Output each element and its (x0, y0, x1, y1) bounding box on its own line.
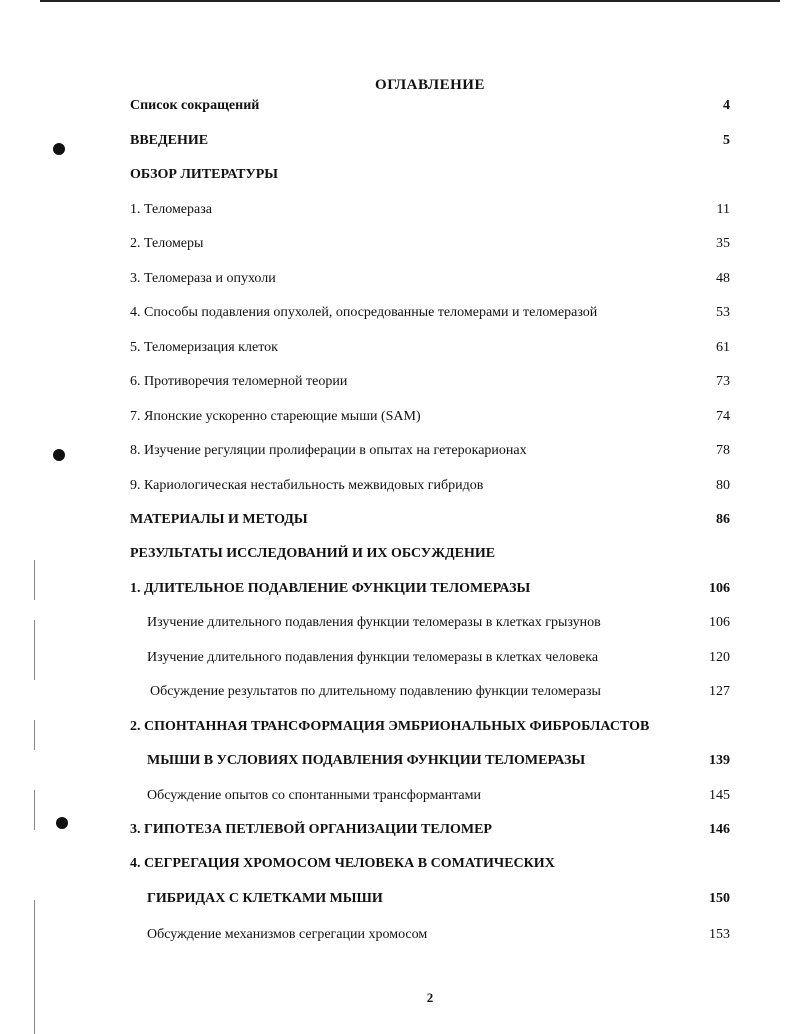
toc-entry-text: МАТЕРИАЛЫ И МЕТОДЫ (130, 512, 308, 527)
toc-entry-page: 150 (709, 891, 730, 906)
toc-entry[interactable] (130, 441, 730, 461)
toc-entry-text: Список сокращений (130, 98, 260, 113)
toc-subentry[interactable] (150, 682, 730, 702)
toc-subentry[interactable] (147, 648, 730, 668)
toc-entry-page: 145 (709, 788, 730, 803)
toc-entry-continuation[interactable] (147, 889, 730, 909)
page-number: 2 (426, 990, 434, 1005)
toc-entry-page: 11 (716, 202, 730, 217)
toc-entry-text: 7. Японские ускоренно стареющие мыши (SAM) (130, 409, 421, 424)
punch-hole (53, 143, 65, 155)
toc-entry[interactable] (130, 269, 730, 289)
toc-section-heading (130, 165, 730, 185)
scan-top-border (40, 0, 780, 2)
toc-entry-page: 80 (716, 478, 730, 493)
toc-entry-page: 78 (716, 443, 730, 458)
toc-entry-text: Изучение длительного подавления функции теломеразы в клетках грызунов (147, 615, 601, 630)
toc-entry[interactable] (130, 200, 730, 220)
toc-entry[interactable] (130, 579, 730, 599)
toc-entry-page: 73 (716, 374, 730, 389)
toc-entry-page: 86 (716, 512, 730, 527)
scan-margin-mark (34, 900, 35, 1034)
toc-entry[interactable] (130, 407, 730, 427)
toc-entry-text: 9. Кариологическая нестабильность межвидовых гибридов (130, 478, 484, 493)
toc-entry-page: 4 (723, 98, 730, 113)
toc-entry[interactable] (130, 338, 730, 358)
toc-entry-page: 146 (709, 822, 730, 837)
toc-entry[interactable] (130, 510, 730, 530)
toc-entry-text: Изучение длительного подавления функции теломеразы в клетках человека (147, 650, 599, 665)
scan-margin-mark (34, 790, 35, 830)
toc-entry-page: 120 (709, 650, 730, 665)
toc-entry-text: 6. Противоречия теломерной теории (130, 374, 348, 389)
toc-entry[interactable] (130, 303, 730, 323)
toc-entry-page: 153 (709, 927, 730, 942)
toc-entry[interactable] (130, 234, 730, 254)
toc-entry-page: 48 (716, 271, 730, 286)
toc-subentry[interactable] (147, 925, 730, 945)
toc-entry-text: ОБЗОР ЛИТЕРАТУРЫ (130, 167, 279, 182)
toc-entry-page: 74 (716, 409, 730, 424)
toc-subentry[interactable] (147, 786, 730, 806)
toc-entry[interactable] (130, 96, 730, 116)
toc-entry-page: 61 (716, 340, 730, 355)
toc-entry-text: 2. СПОНТАННАЯ ТРАНСФОРМАЦИЯ ЭМБРИОНАЛЬНЫХ ФИБРОБЛАСТОВ (130, 719, 650, 734)
toc-entry-text: 3. ГИПОТЕЗА ПЕТЛЕВОЙ ОРГАНИЗАЦИИ ТЕЛОМЕР (130, 822, 492, 837)
toc-entry-page: 106 (709, 615, 730, 630)
toc-entry-text: Обсуждение опытов со спонтанными трансформантами (147, 788, 481, 803)
toc-entry-text: 8. Изучение регуляции пролиферации в опытах на гетерокарионах (130, 443, 527, 458)
punch-hole (53, 449, 65, 461)
toc-entry-text: РЕЗУЛЬТАТЫ ИССЛЕДОВАНИЙ И ИХ ОБСУЖДЕНИЕ (130, 546, 496, 561)
toc-entry[interactable] (130, 717, 730, 737)
toc-entry[interactable] (130, 131, 730, 151)
toc-entry-page: 5 (723, 133, 730, 148)
toc-title: ОГЛАВЛЕНИЕ (375, 77, 485, 93)
toc-subentry[interactable] (147, 613, 730, 633)
toc-entry-text: Обсуждение механизмов сегрегации хромосом (147, 927, 428, 942)
punch-hole (56, 817, 68, 829)
scan-margin-mark (34, 620, 35, 680)
toc-entry-page: 106 (709, 581, 730, 596)
toc-entry-text: 4. СЕГРЕГАЦИЯ ХРОМОСОМ ЧЕЛОВЕКА В СОМАТИЧЕСКИХ (130, 856, 555, 871)
scan-margin-mark (34, 720, 35, 750)
toc-section-heading (130, 544, 730, 564)
toc-entry[interactable] (130, 854, 730, 874)
toc-entry-page: 35 (716, 236, 730, 251)
toc-entry[interactable] (130, 372, 730, 392)
toc-entry-text: 1. Теломераза (130, 202, 212, 217)
toc-entry-text: Обсуждение результатов по длительному подавлению функции теломеразы (150, 684, 601, 699)
toc-entry-text: ГИБРИДАХ С КЛЕТКАМИ МЫШИ (147, 891, 383, 906)
toc-entry-text: ВВЕДЕНИЕ (130, 133, 209, 148)
toc-entry[interactable] (130, 476, 730, 496)
toc-entry-page: 127 (709, 684, 730, 699)
toc-entry-text: 4. Способы подавления опухолей, опосредованные теломерами и теломеразой (130, 305, 598, 320)
toc-entry-text: 3. Теломераза и опухоли (130, 271, 276, 286)
toc-entry-text: МЫШИ В УСЛОВИЯХ ПОДАВЛЕНИЯ ФУНКЦИИ ТЕЛОМЕРАЗЫ (147, 753, 586, 768)
toc-entry[interactable] (130, 820, 730, 840)
toc-entry-text: 2. Теломеры (130, 236, 204, 251)
toc-entry-continuation[interactable] (147, 751, 730, 771)
toc-entry-page: 53 (716, 305, 730, 320)
scan-margin-mark (34, 560, 35, 600)
toc-entry-text: 1. ДЛИТЕЛЬНОЕ ПОДАВЛЕНИЕ ФУНКЦИИ ТЕЛОМЕРАЗЫ (130, 581, 531, 596)
toc-entry-page: 139 (709, 753, 730, 768)
toc-entry-text: 5. Теломеризация клеток (130, 340, 278, 355)
